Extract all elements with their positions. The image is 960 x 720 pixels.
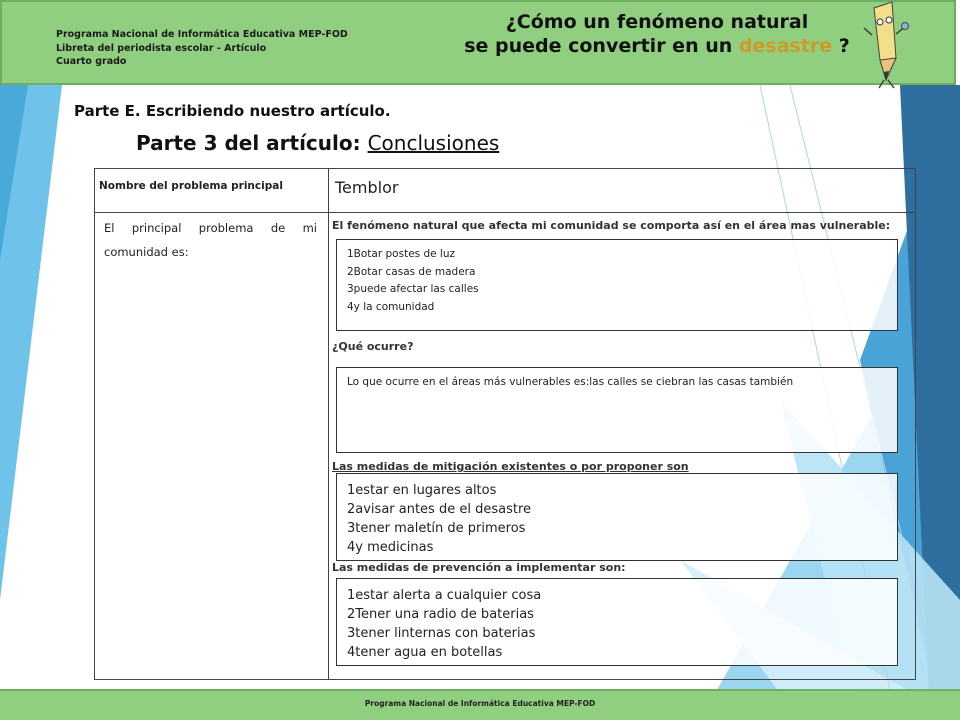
mitigation-question: Las medidas de mitigación existentes o por proponer son bbox=[332, 460, 689, 473]
footer-text: Programa Nacional de Informática Educativa MEP-FOD bbox=[364, 699, 596, 708]
header-banner bbox=[0, 0, 956, 85]
part-title bbox=[136, 131, 499, 155]
answer-line: 2avisar antes de el desastre bbox=[347, 502, 532, 517]
footer-banner bbox=[0, 689, 960, 720]
what-happens-question: ¿Qué ocurre? bbox=[332, 340, 414, 353]
page-heading bbox=[457, 10, 857, 58]
article-table bbox=[94, 168, 916, 680]
prevention-answer-box[interactable] bbox=[336, 578, 898, 666]
pencil-mascot-icon bbox=[862, 0, 912, 90]
phenomenon-answer-box[interactable] bbox=[336, 239, 898, 331]
heading-accent-word: desastre bbox=[738, 35, 833, 57]
heading-line2-prefix: se puede convertir en un bbox=[464, 35, 733, 57]
grade-level: Cuarto grado bbox=[56, 56, 127, 67]
heading-line2 bbox=[464, 35, 850, 57]
answer-line: 4tener agua en botellas bbox=[347, 645, 503, 660]
heading-line2-suffix: ? bbox=[838, 35, 850, 57]
what-happens-answer-box[interactable] bbox=[336, 367, 898, 453]
main-problem-prompt: El principal problema de mi comunidad es: bbox=[104, 221, 317, 259]
prevention-question: Las medidas de prevención a implementar son: bbox=[332, 561, 626, 574]
answer-line: 2Tener una radio de baterias bbox=[347, 607, 534, 622]
problem-name-label: Nombre del problema principal bbox=[99, 180, 283, 192]
conclusions-link[interactable]: Conclusiones bbox=[367, 131, 500, 155]
program-name: Programa Nacional de Informática Educativa MEP-FOD bbox=[56, 29, 348, 40]
notebook-name: Libreta del periodista escolar - Artículo bbox=[56, 42, 267, 54]
mitigation-answer-box[interactable] bbox=[336, 473, 898, 561]
program-info bbox=[56, 28, 348, 69]
problem-name-value[interactable]: Temblor bbox=[335, 178, 399, 197]
section-title: Parte E. Escribiendo nuestro artículo. bbox=[74, 102, 391, 120]
answer-line: 3tener maletín de primeros bbox=[347, 521, 526, 536]
column-divider bbox=[328, 169, 329, 679]
row-divider bbox=[95, 212, 915, 213]
heading-line1: ¿Cómo un fenómeno natural bbox=[505, 11, 809, 33]
answer-line: 1estar alerta a cualquier cosa bbox=[347, 588, 542, 603]
answer-line: 2Botar casas de madera bbox=[347, 265, 476, 278]
answer-line: 4y medicinas bbox=[347, 540, 434, 555]
answer-line: 1estar en lugares altos bbox=[347, 483, 497, 498]
answer-line: 4y la comunidad bbox=[347, 300, 435, 313]
answer-line: 3puede afectar las calles bbox=[347, 283, 479, 295]
answer-line: 3tener linternas con baterias bbox=[347, 626, 536, 641]
answer-line: Lo que ocurre en el áreas más vulnerables es:las calles se ciebran las casas también bbox=[347, 376, 794, 388]
part-label: Parte 3 del artículo: bbox=[136, 131, 361, 155]
answer-line: 1Botar postes de luz bbox=[347, 248, 456, 260]
phenomenon-question: El fenómeno natural que afecta mi comunidad se comporta así en el área mas vulnerable: bbox=[332, 219, 891, 232]
